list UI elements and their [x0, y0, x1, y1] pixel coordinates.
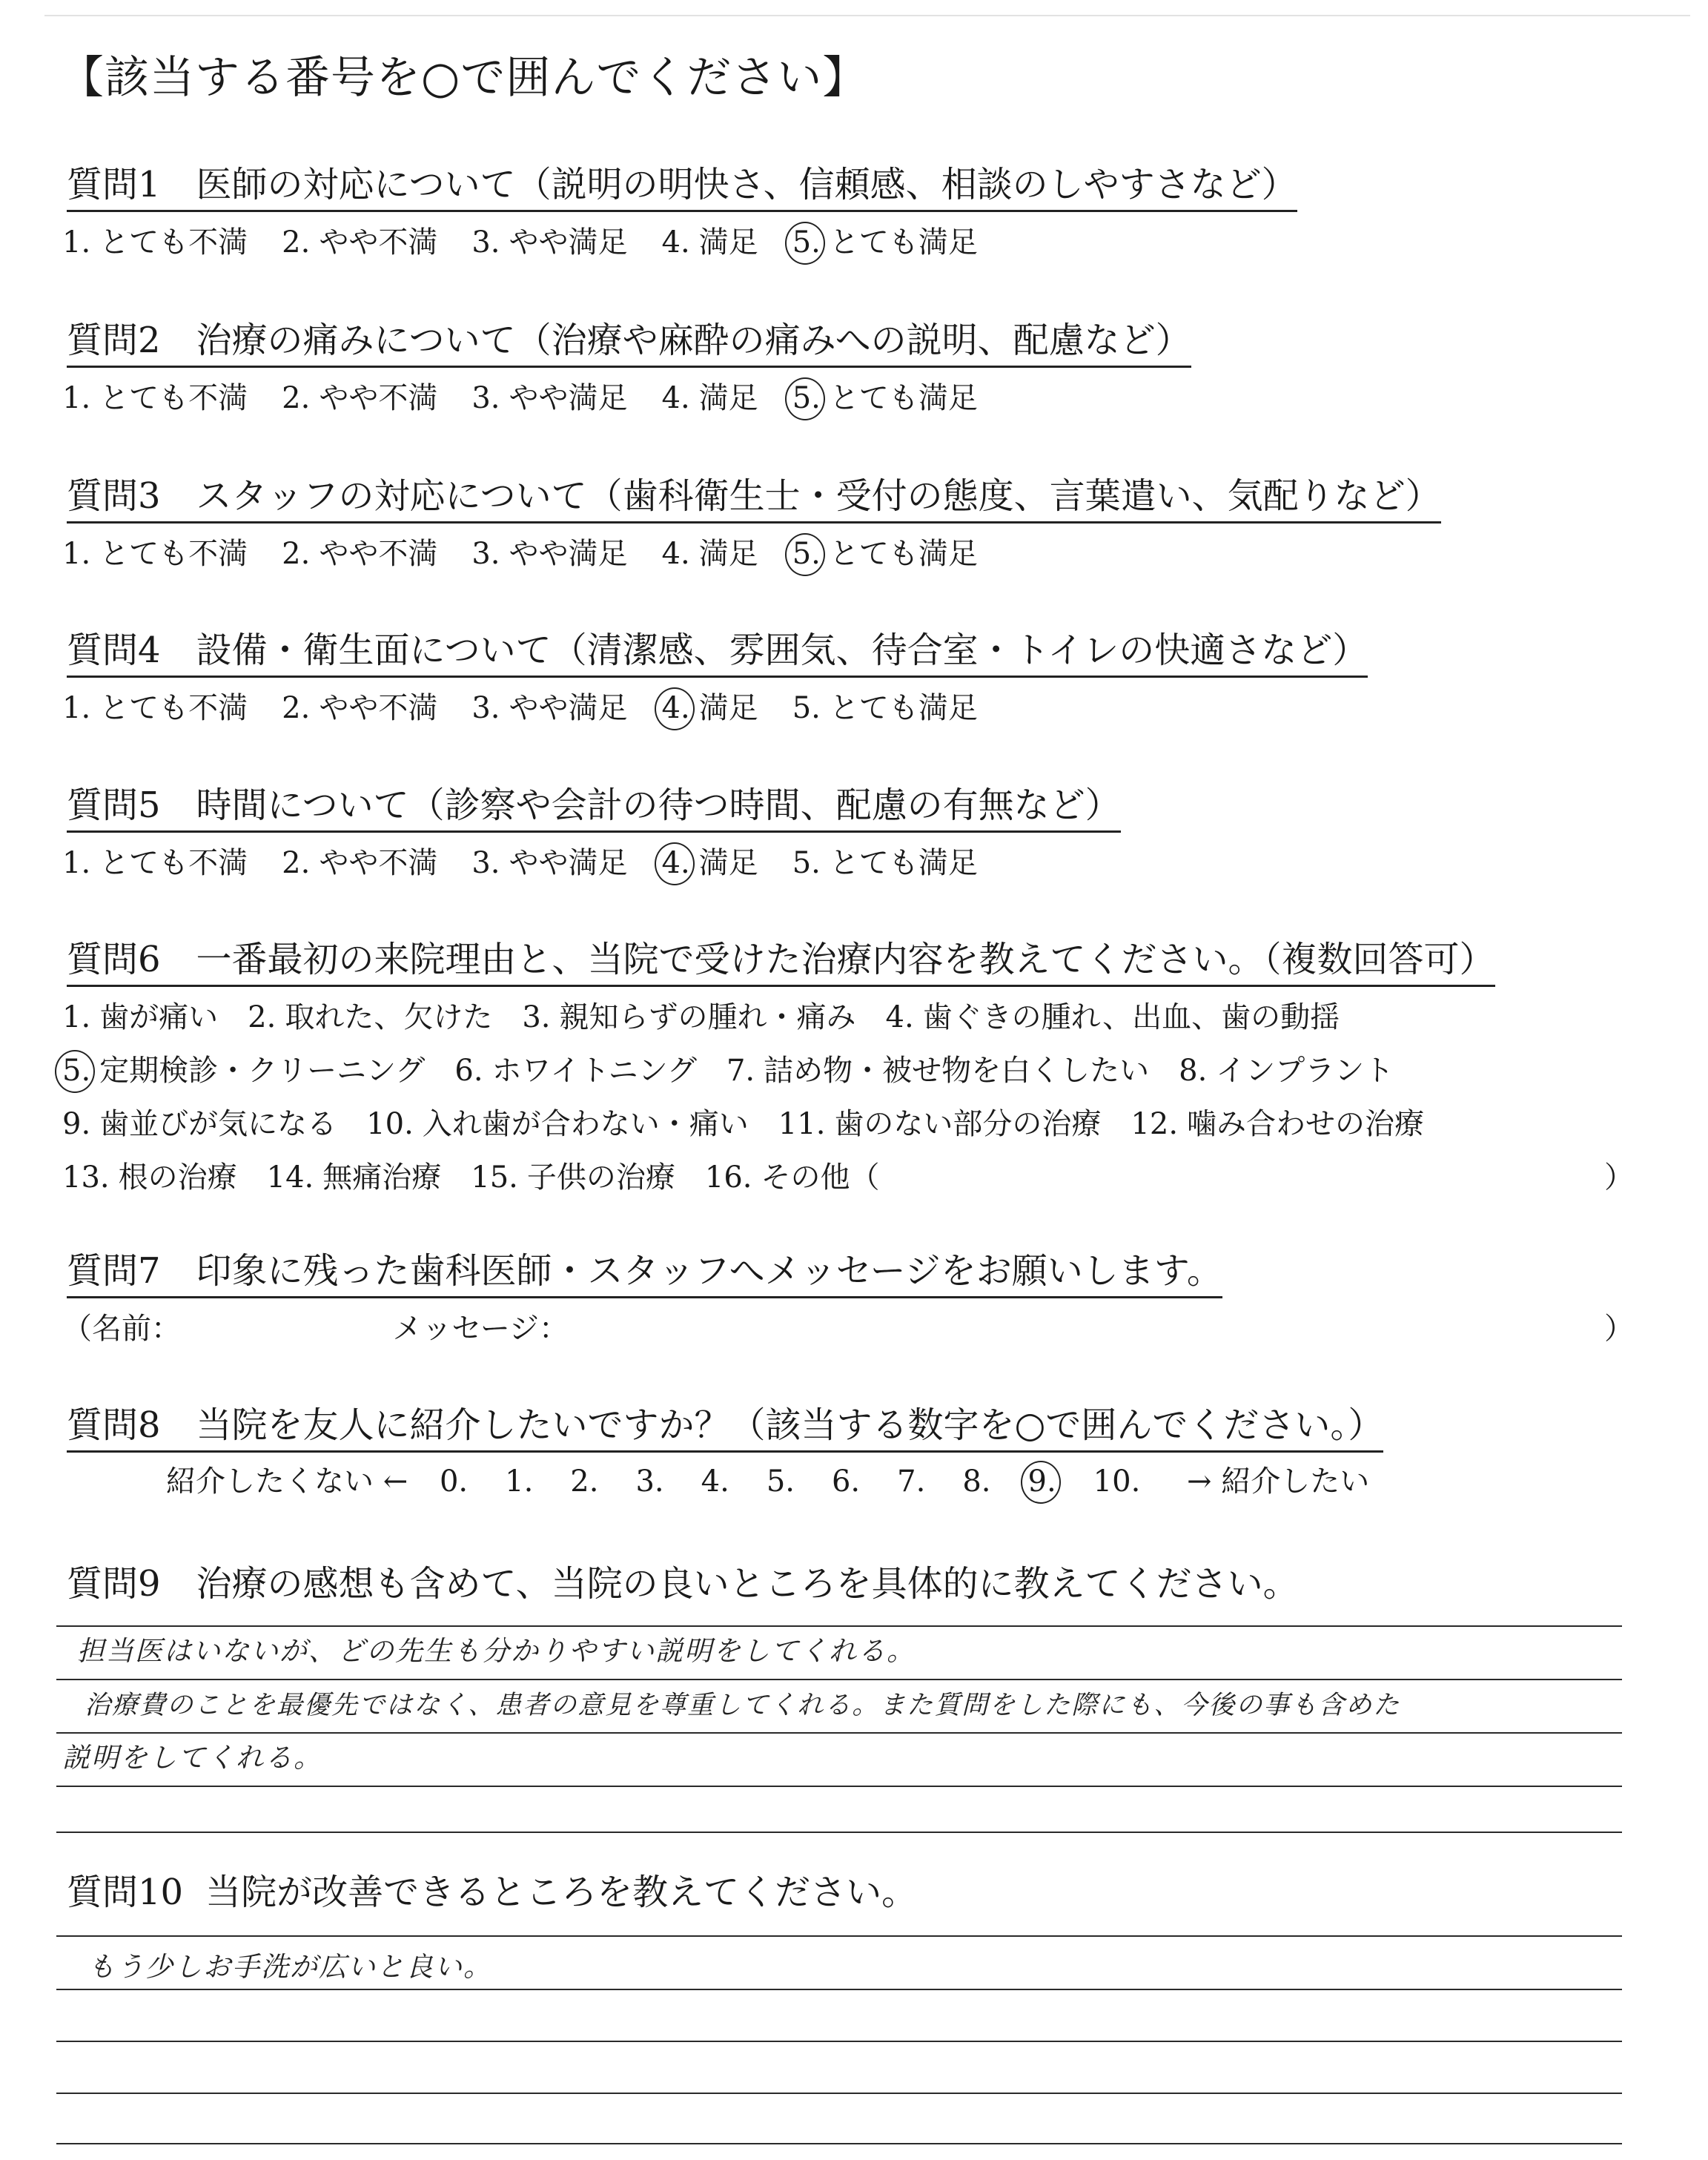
- option-number: 6.: [454, 1054, 483, 1088]
- option-label: とても不満: [99, 537, 248, 571]
- scale-number[interactable]: [766, 1464, 804, 1499]
- option-number: 4.: [661, 691, 690, 725]
- option-label: とても満足: [829, 381, 978, 415]
- question-text: 印象に残った歯科医師・スタッフへメッセージをお願いします。: [196, 1250, 1222, 1292]
- question-title: [67, 787, 1121, 833]
- rating-options: [62, 848, 1012, 878]
- question-text: 時間について（診察や会計の待つ時間、配慮の有無など）: [196, 785, 1121, 826]
- option-label: やや不満: [319, 691, 438, 725]
- form-instruction: 【該当する番号を○で囲んでください】: [59, 52, 868, 104]
- option-label: 根の治療: [118, 1160, 237, 1195]
- option-label: とても不満: [99, 381, 248, 415]
- option[interactable]: [1131, 1109, 1424, 1139]
- scale-number[interactable]: [701, 1464, 738, 1499]
- answer-rule: [56, 1732, 1622, 1734]
- option-number: 2.: [248, 1000, 277, 1034]
- scale-value: 1.: [505, 1464, 534, 1499]
- option[interactable]: [662, 539, 758, 569]
- option-circled[interactable]: [62, 1056, 425, 1086]
- option-number: 5.: [792, 537, 821, 571]
- answer-rule: [56, 1989, 1622, 1990]
- option-label: インプラント: [1216, 1054, 1394, 1088]
- option-label: 無痛治療: [322, 1160, 442, 1195]
- question-number: 質問8: [67, 1404, 161, 1446]
- option[interactable]: [1179, 1056, 1394, 1086]
- question-number: 質問10: [67, 1872, 184, 1913]
- option-circled[interactable]: [792, 383, 978, 413]
- option[interactable]: [726, 1056, 1149, 1086]
- option[interactable]: [522, 1000, 856, 1034]
- scale-number[interactable]: [831, 1464, 869, 1499]
- option-number: 8.: [1179, 1054, 1208, 1088]
- rating-options: [62, 225, 1012, 260]
- answer-rule: [56, 1625, 1622, 1627]
- question-number: 質問1: [67, 164, 161, 205]
- scale-value: 10.: [1093, 1464, 1141, 1499]
- option-number: 2.: [282, 225, 311, 260]
- q9-answer-line-1: 担当医はいないが、どの先生も分かりやすい説明をしてくれる。: [77, 1635, 916, 1667]
- option-number: 14.: [266, 1160, 314, 1195]
- answer-rule: [56, 1935, 1622, 1937]
- question-7: [62, 1250, 1634, 1410]
- option[interactable]: [471, 848, 627, 878]
- question-text: 設備・衛生面について（清潔感、雰囲気、待合室・トイレの快適さなど）: [196, 630, 1368, 671]
- q9-answer-line-3: 説明をしてくれる。: [62, 1742, 322, 1774]
- scale-left-label: 紹介したくない ←: [166, 1464, 408, 1499]
- option-label: やや不満: [319, 537, 438, 571]
- question-number: 質問6: [67, 939, 161, 980]
- q6-option-row: [62, 1000, 1634, 1056]
- option-label: 入れ歯が合わない・痛い: [422, 1107, 749, 1141]
- option-label: 子供の治療: [526, 1160, 675, 1195]
- option[interactable]: [266, 1160, 442, 1195]
- scale-value: 2.: [570, 1464, 599, 1499]
- scale-number[interactable]: [635, 1464, 672, 1499]
- scale-value: 3.: [635, 1464, 664, 1499]
- question-text: 当院を友人に紹介したいですか？（該当する数字を○で囲んでください。）: [196, 1404, 1384, 1446]
- option-number: 13.: [62, 1160, 110, 1195]
- option-number: 2.: [282, 846, 311, 880]
- option[interactable]: [454, 1056, 697, 1086]
- option[interactable]: [792, 693, 978, 723]
- question-number: 質問2: [67, 320, 161, 361]
- option-number: 1.: [62, 691, 91, 725]
- option-circled[interactable]: [662, 848, 758, 878]
- option-label: やや満足: [509, 846, 628, 880]
- option-label: 詰め物・被せ物を白くしたい: [764, 1054, 1150, 1088]
- option[interactable]: [282, 539, 437, 569]
- question-title: [67, 1250, 1222, 1298]
- option[interactable]: [471, 539, 627, 569]
- rating-options: [62, 383, 1012, 413]
- scan-edge-line: [44, 15, 1690, 16]
- option-label: やや満足: [509, 381, 628, 415]
- option[interactable]: [62, 693, 248, 723]
- option-label: とても満足: [829, 537, 978, 571]
- answer-rule: [56, 2143, 1622, 2144]
- option[interactable]: [704, 1160, 880, 1195]
- scale-value: 0.: [439, 1464, 469, 1499]
- option-number: 4.: [885, 1000, 914, 1034]
- scale-number[interactable]: [962, 1464, 999, 1499]
- recommend-scale: [166, 1464, 1370, 1499]
- option-number: 1.: [62, 846, 91, 880]
- option[interactable]: [471, 383, 627, 413]
- question-number: 質問3: [67, 475, 161, 517]
- option-number: 3.: [522, 1000, 551, 1034]
- question-8: [62, 1404, 1634, 1565]
- scale-number[interactable]: [1093, 1464, 1150, 1499]
- question-title: [67, 475, 1441, 524]
- option-number: 1.: [62, 381, 91, 415]
- option-number: 4.: [661, 537, 690, 571]
- option-label: 満足: [698, 691, 758, 725]
- question-text: 当院が改善できるところを教えてください。: [205, 1872, 918, 1913]
- option-number: 4.: [661, 225, 690, 260]
- scale-value: 4.: [701, 1464, 729, 1499]
- option-label: やや満足: [509, 691, 628, 725]
- option-label: その他（: [761, 1160, 880, 1195]
- question-number: 質問5: [67, 785, 161, 826]
- q6-option-row: [62, 1109, 1634, 1163]
- option-number: 5.: [792, 225, 821, 260]
- option-label: 歯が痛い: [99, 1000, 219, 1034]
- option-circled[interactable]: [792, 539, 978, 569]
- option-number: 15.: [471, 1160, 518, 1195]
- option-label: 歯ぐきの腫れ、出血、歯の動揺: [922, 1000, 1340, 1034]
- option[interactable]: [885, 1000, 1340, 1034]
- q6-options: [62, 1000, 1634, 1216]
- option-label: 取れた、欠けた: [285, 1000, 493, 1034]
- option-label: やや不満: [319, 381, 438, 415]
- scale-number-circled[interactable]: [1027, 1464, 1065, 1499]
- option[interactable]: [248, 1000, 493, 1034]
- option[interactable]: [366, 1109, 749, 1139]
- option[interactable]: [471, 225, 628, 260]
- q7-message-line: [62, 1314, 1634, 1344]
- option-number: 1.: [62, 1000, 91, 1034]
- question-title: [67, 1563, 1299, 1609]
- option-label: 歯並びが気になる: [99, 1107, 337, 1141]
- option-label: とても不満: [99, 225, 248, 260]
- option-number: 5.: [792, 381, 821, 415]
- option[interactable]: [282, 848, 437, 878]
- option-label: やや満足: [509, 225, 628, 260]
- option-number: 3.: [471, 381, 500, 415]
- option-number: 12.: [1131, 1107, 1179, 1141]
- option-number: 5.: [62, 1054, 91, 1088]
- scale-number[interactable]: [570, 1464, 607, 1499]
- message-label: メッセージ：: [392, 1312, 569, 1346]
- q10-answer-line-1: もう少しお手洗が広いと良い。: [87, 1951, 492, 1983]
- option[interactable]: [62, 1160, 237, 1195]
- question-6: [62, 939, 1634, 1195]
- question-text: スタッフの対応について（歯科衛生士・受付の態度、言葉遣い、気配りなど）: [196, 475, 1441, 517]
- option[interactable]: [662, 383, 758, 413]
- option-label: とても満足: [829, 225, 978, 260]
- scale-value: 5.: [766, 1464, 795, 1499]
- option[interactable]: [778, 1109, 1102, 1139]
- option-label: 噛み合わせの治療: [1187, 1107, 1425, 1141]
- option-label: 満足: [698, 846, 758, 880]
- option-label: 満足: [698, 225, 758, 260]
- option-number: 16.: [704, 1160, 752, 1195]
- option-number: 1.: [62, 537, 91, 571]
- option[interactable]: [282, 383, 437, 413]
- option-number: 5.: [792, 846, 821, 880]
- option-number: 4.: [661, 846, 690, 880]
- question-title: [67, 1404, 1384, 1453]
- option-label: やや満足: [509, 537, 628, 571]
- rating-options: [62, 693, 1012, 723]
- option[interactable]: [471, 693, 627, 723]
- option[interactable]: [62, 225, 248, 260]
- answer-rule: [56, 1679, 1622, 1680]
- question-title: [67, 1872, 918, 1918]
- option-circled[interactable]: [662, 693, 758, 723]
- question-text: 治療の痛みについて（治療や麻酔の痛みへの説明、配慮など）: [196, 320, 1191, 361]
- option[interactable]: [282, 693, 437, 723]
- option-number: 7.: [726, 1054, 755, 1088]
- answer-rule: [56, 1786, 1622, 1787]
- q6-option-row: [62, 1160, 1634, 1216]
- question-title: [67, 939, 1495, 987]
- option-label: 歯のない部分の治療: [834, 1107, 1102, 1141]
- option-number: 4.: [661, 381, 690, 415]
- option-label: やや不満: [319, 225, 438, 260]
- question-title: [67, 320, 1191, 368]
- scale-number[interactable]: [897, 1464, 934, 1499]
- q9-answer-line-2: 治療費のことを最優先ではなく、患者の意見を尊重してくれる。また質問をした際にも、今後の事も含めた: [85, 1691, 1401, 1720]
- question-number: 質問4: [67, 630, 161, 671]
- question-text: 一番最初の来院理由と、当院で受けた治療内容を教えてください。（複数回答可）: [196, 939, 1495, 980]
- scale-value: 7.: [897, 1464, 926, 1499]
- answer-rule: [56, 2041, 1622, 2042]
- scale-value: 9.: [1027, 1464, 1056, 1499]
- scale-right-label: → 紹介したい: [1187, 1464, 1370, 1499]
- option[interactable]: [62, 1000, 219, 1034]
- option-label: とても満足: [829, 846, 978, 880]
- option-label: 満足: [698, 537, 758, 571]
- option-number: 2.: [282, 691, 311, 725]
- option-label: 定期検診・クリーニング: [99, 1054, 426, 1088]
- option-number: 3.: [471, 225, 500, 260]
- question-text: 治療の感想も含めて、当院の良いところを具体的に教えてください。: [196, 1563, 1299, 1605]
- option[interactable]: [471, 1160, 675, 1195]
- option-label: とても満足: [829, 691, 978, 725]
- option-number: 1.: [62, 225, 91, 260]
- option-number: 2.: [282, 381, 311, 415]
- option-number: 11.: [778, 1107, 826, 1141]
- scale-value: 6.: [831, 1464, 861, 1499]
- option-circled[interactable]: [792, 225, 978, 260]
- option[interactable]: [62, 1109, 337, 1139]
- option-number: 2.: [282, 537, 311, 571]
- name-label: （名前：: [62, 1312, 181, 1346]
- option-label: ホワイトニング: [491, 1054, 697, 1088]
- scale-number[interactable]: [505, 1464, 542, 1499]
- question-title: [67, 630, 1368, 678]
- option[interactable]: [62, 539, 248, 569]
- rating-options: [62, 539, 1012, 569]
- question-title: [67, 164, 1297, 212]
- option-number: 10.: [366, 1107, 414, 1141]
- option[interactable]: [282, 225, 438, 260]
- option-number: 9.: [62, 1107, 91, 1141]
- option-label: 親知らずの腫れ・痛み: [559, 1000, 856, 1034]
- question-number: 質問9: [67, 1563, 161, 1605]
- close-paren: ）: [1604, 1160, 1634, 1195]
- scale-value: 8.: [962, 1464, 991, 1499]
- option-number: 3.: [471, 846, 500, 880]
- q6-option-row: [62, 1056, 1634, 1109]
- option[interactable]: [792, 848, 978, 878]
- option-label: とても不満: [99, 691, 248, 725]
- option-number: 5.: [792, 691, 821, 725]
- option-label: やや不満: [319, 846, 438, 880]
- option-label: 満足: [698, 381, 758, 415]
- close-paren: ）: [1604, 1312, 1634, 1346]
- scale-number[interactable]: [439, 1464, 477, 1499]
- option[interactable]: [62, 383, 248, 413]
- answer-rule: [56, 1832, 1622, 1833]
- option[interactable]: [62, 848, 248, 878]
- question-number: 質問7: [67, 1250, 161, 1292]
- option-number: 3.: [471, 691, 500, 725]
- option-label: とても不満: [99, 846, 248, 880]
- question-text: 医師の対応について（説明の明快さ、信頼感、相談のしやすさなど）: [196, 164, 1297, 205]
- option[interactable]: [661, 225, 758, 260]
- answer-rule: [56, 2093, 1622, 2094]
- option-number: 3.: [471, 537, 500, 571]
